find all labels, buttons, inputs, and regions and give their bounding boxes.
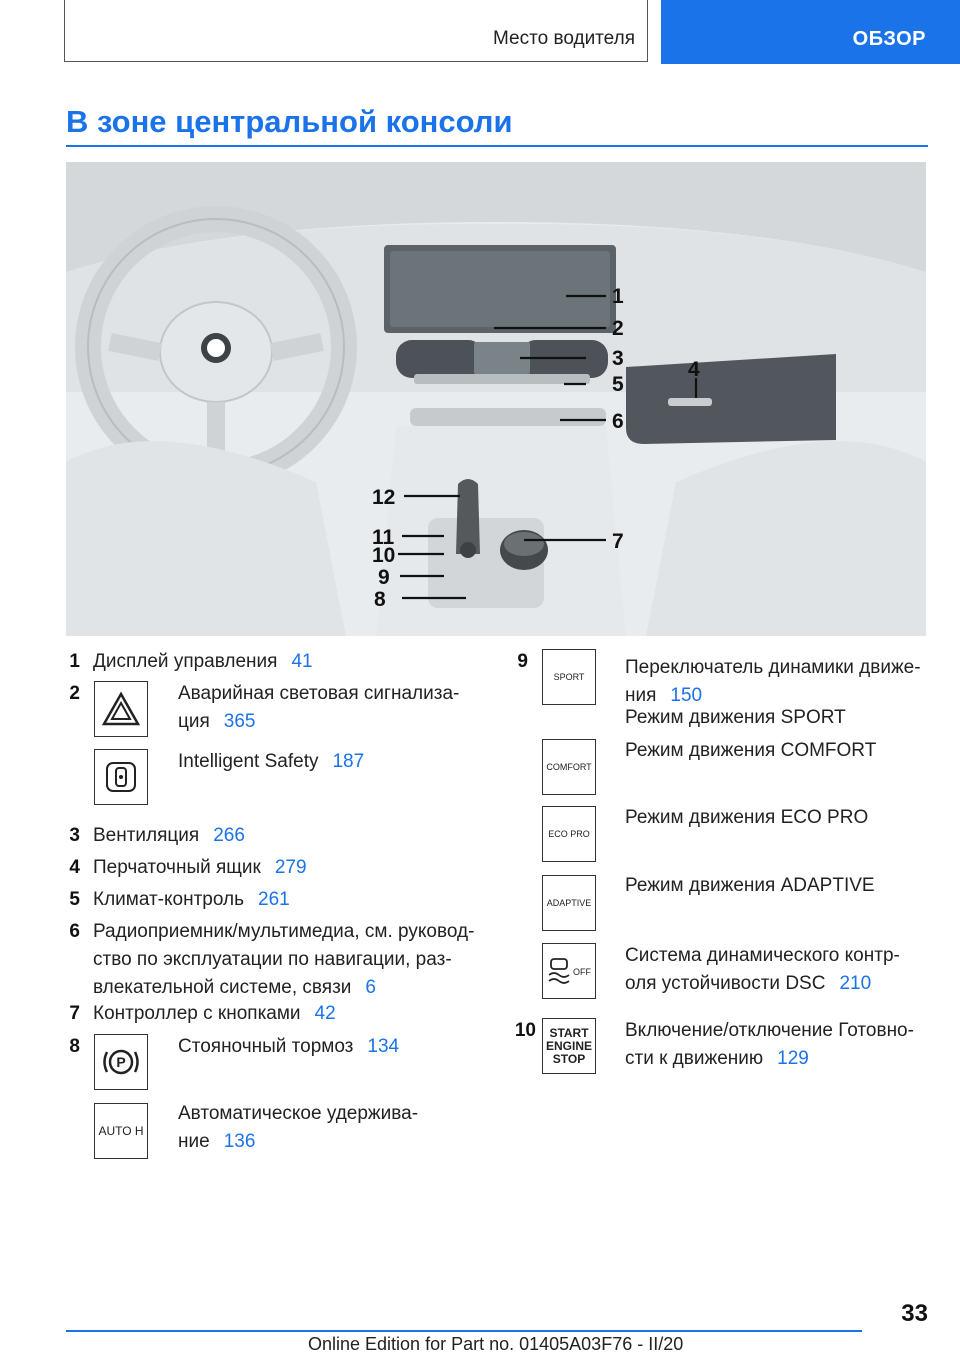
callout-10: 10 xyxy=(372,544,396,567)
page-ref-link[interactable]: 210 xyxy=(839,973,872,994)
header-section-title: Место водителя xyxy=(493,28,635,49)
page-ref-link[interactable]: 279 xyxy=(274,857,307,878)
callout-5: 5 xyxy=(612,373,624,396)
legend-item-adaptive-mode: Режим движения ADAPTIVE xyxy=(625,875,875,896)
legend-number-5: 5 xyxy=(69,889,80,910)
legend-number-3: 3 xyxy=(69,825,80,846)
dsc-off-icon xyxy=(542,943,596,999)
svg-text:P: P xyxy=(116,1054,126,1070)
driving-mode-comfort-icon: COMFORT xyxy=(542,739,596,795)
footer-edition-text: Online Edition for Part no. 01405A03F76 - II/20 xyxy=(308,1334,684,1354)
legend-number-1: 1 xyxy=(69,651,80,672)
callout-9: 9 xyxy=(378,566,390,589)
callout-2: 2 xyxy=(612,317,624,340)
legend-number-9: 9 xyxy=(517,651,528,672)
svg-text:OFF: OFF xyxy=(573,967,591,977)
legend-item-dsc: Система динамического контр- оля устойчивости DSC 210 xyxy=(625,945,900,994)
hazard-warning-icon xyxy=(94,681,148,737)
callout-11: 11 xyxy=(372,526,395,549)
page-ref-link[interactable]: 150 xyxy=(670,685,703,706)
page-ref-link[interactable]: 42 xyxy=(314,1003,336,1024)
page-title: В зоне центральной консоли xyxy=(66,104,513,139)
legend-item-driving-dynamics: Переключатель динамики движе- ния 150 xyxy=(625,657,921,706)
legend-item-controller: Контроллер с кнопками 42 xyxy=(93,1003,336,1024)
start-stop-icon: START ENGINE STOP xyxy=(542,1018,596,1074)
legend-item-display: Дисплей управления 41 xyxy=(93,651,313,672)
legend-item-start-stop: Включение/отключение Готовно- сти к движению 129 xyxy=(625,1020,914,1069)
callout-6: 6 xyxy=(612,410,624,433)
page-ref-link[interactable]: 41 xyxy=(291,651,313,672)
legend-item-comfort-mode: Режим движения COMFORT xyxy=(625,740,877,761)
page-ref-link[interactable]: 266 xyxy=(213,825,245,846)
driving-mode-adaptive-icon: ADAPTIVE xyxy=(542,875,596,931)
footer-divider xyxy=(66,1330,862,1332)
page-ref-link[interactable]: 129 xyxy=(777,1048,809,1069)
driving-mode-eco-pro-icon: ECO PRO xyxy=(542,806,596,862)
header-chapter-tab[interactable] xyxy=(661,0,960,64)
parking-brake-icon xyxy=(94,1034,148,1090)
intelligent-safety-icon xyxy=(94,749,148,805)
page-ref-link[interactable]: 187 xyxy=(332,751,365,772)
page-ref-link[interactable]: 136 xyxy=(223,1131,256,1152)
legend-item-climate: Климат-контроль 261 xyxy=(93,889,290,910)
legend-item-ventilation: Вентиляция 266 xyxy=(93,825,245,846)
callout-4: 4 xyxy=(688,358,700,381)
callout-8: 8 xyxy=(374,588,386,611)
legend-number-4: 4 xyxy=(69,857,80,878)
legend-item-intelligent-safety: Intelligent Safety 187 xyxy=(178,751,365,772)
legend-number-6: 6 xyxy=(69,921,80,942)
callout-12: 12 xyxy=(372,486,396,509)
auto-hold-icon: AUTO H xyxy=(94,1103,148,1159)
legend-item-eco-pro-mode: Режим движения ECO PRO xyxy=(625,807,869,828)
legend-item-auto-hold: Автоматическое удержива- ние 136 xyxy=(178,1103,419,1152)
callout-1: 1 xyxy=(612,285,624,308)
legend-number-7: 7 xyxy=(69,1003,80,1024)
legend-number-2: 2 xyxy=(69,683,80,704)
legend-item-glovebox: Перчаточный ящик 279 xyxy=(93,857,307,878)
legend-number-8: 8 xyxy=(69,1036,80,1057)
legend-item-radio: Радиоприемник/мультимедиа, см. руковод- ство по эксплуатации по навигации, раз- влекательной системе, связи 6 xyxy=(93,921,475,998)
page-ref-link[interactable]: 134 xyxy=(367,1036,400,1057)
callout-7: 7 xyxy=(612,530,624,553)
callout-3: 3 xyxy=(612,347,624,370)
legend-item-sport-mode: Режим движения SPORT xyxy=(625,707,846,728)
driving-mode-sport-icon: SPORT xyxy=(542,649,596,705)
title-divider xyxy=(66,145,928,147)
page-ref-link[interactable]: 261 xyxy=(258,889,290,910)
legend-item-hazard: Аварийная световая сигнализа- ция 365 xyxy=(178,683,460,732)
dashboard-drawing xyxy=(66,162,926,636)
center-console-illustration xyxy=(66,162,926,636)
legend-item-parking-brake: Стояночный тормоз 134 xyxy=(178,1036,400,1057)
header-section-box xyxy=(64,0,648,62)
legend-number-10: 10 xyxy=(514,1020,536,1041)
page-ref-link[interactable]: 6 xyxy=(365,977,376,998)
page-number: 33 xyxy=(901,1300,928,1327)
page-ref-link[interactable]: 365 xyxy=(223,711,256,732)
header-chapter-label: ОБЗОР xyxy=(852,28,926,50)
